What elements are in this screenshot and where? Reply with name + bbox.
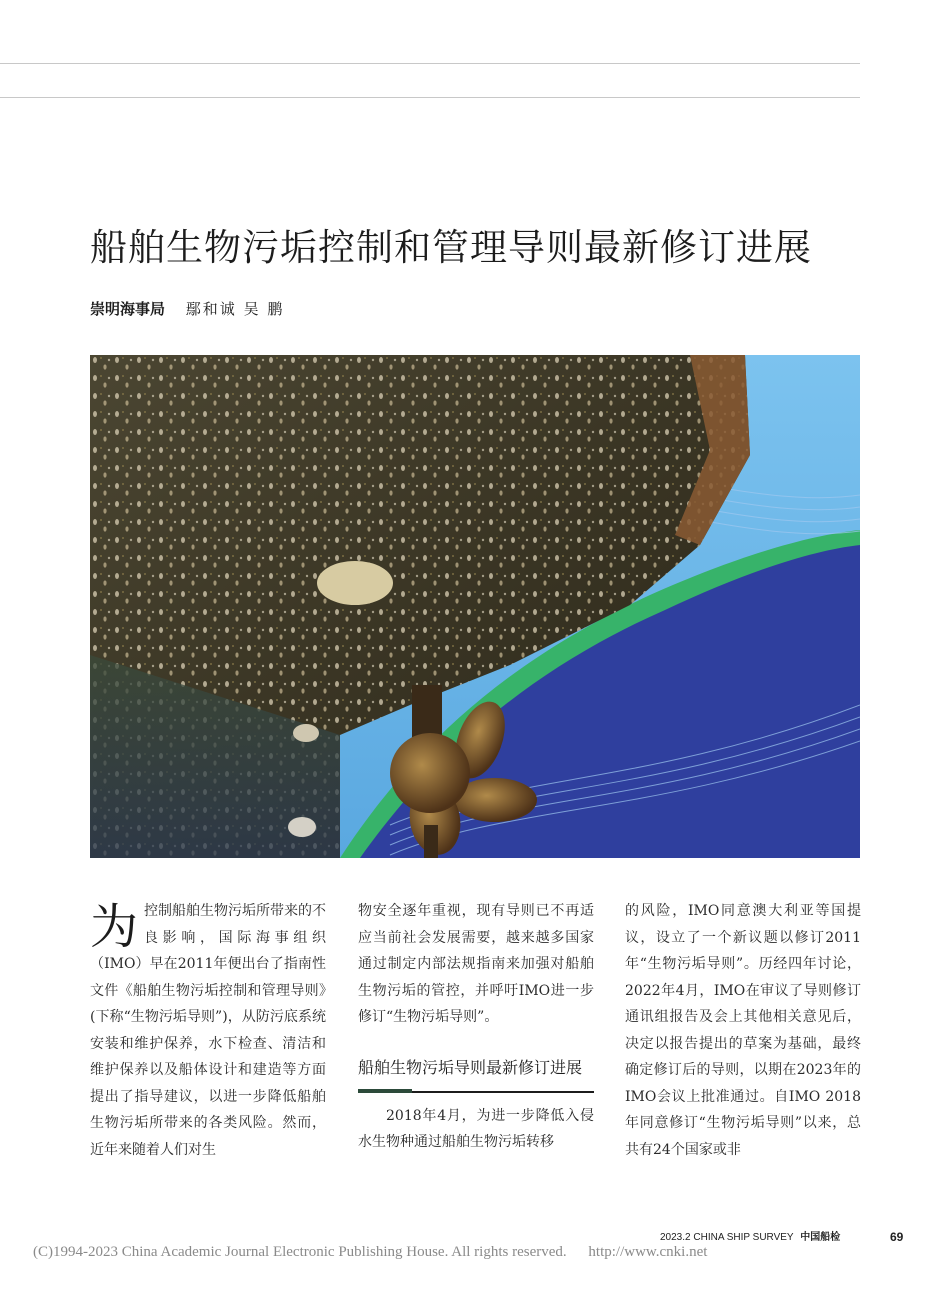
footer-journal-cn: 中国船检	[800, 1232, 841, 1243]
column-2-text-after-heading: 2018年4月，为进一步降低入侵水生物种通过船舶生物污垢转移	[358, 1107, 594, 1150]
author-names: 鄢和诚 吴 鹏	[185, 300, 285, 318]
column-1-text: 控制船舶生物污垢所带来的不良影响，国际海事组织（IMO）早在2011年便出台了指南性文件《船舶生物污垢控制和管理导则》(下称“生物污垢导则”)，从防污底系统安装和维护保养，水下检查、清洁和维护保养以及船体设计和建造等方面提出了指导建议，以进一步降低船舶生物污垢所带来的各类风险。然而，近年来随着人们对生	[90, 903, 327, 1158]
footer-issue: 2023.2	[660, 1232, 691, 1243]
drop-cap: 为	[90, 899, 139, 955]
body-column-1	[90, 898, 326, 1163]
header-rule-top	[0, 63, 860, 64]
copyright-line	[33, 1243, 707, 1261]
copyright-text: (C)1994-2023 China Academic Journal Electronic Publishing House. All rights reserved.	[33, 1244, 567, 1260]
section-rule	[358, 1091, 594, 1093]
copyright-url[interactable]: http://www.cnki.net	[588, 1244, 708, 1260]
header-rule-bottom	[0, 97, 860, 98]
article-title: 船舶生物污垢控制和管理导则最新修订进展	[90, 226, 812, 269]
section-heading: 船舶生物污垢导则最新修订进展	[358, 1057, 583, 1077]
footer-journal-en: CHINA SHIP SURVEY	[693, 1232, 794, 1243]
page-number: 69	[890, 1230, 904, 1244]
column-2-text: 物安全逐年重视，现有导则已不再适应当前社会发展需要，越来越多国家通过制定内部法规指南来加强对船舶生物污垢的管控，并呼吁IMO进一步修订“生物污垢导则”。	[358, 903, 594, 1025]
body-column-2	[358, 898, 594, 1156]
body-column-3	[625, 898, 861, 1163]
author-organization: 崇明海事局	[90, 300, 166, 318]
ship-hull-propeller-photo	[90, 355, 860, 858]
column-3-text: 的风险，IMO同意澳大利亚等国提议，设立了一个新议题以修订2011年“生物污垢导则”。历经四年讨论，2022年4月，IMO在审议了导则修订通讯组报告及会上其他相关意见后，决定以报告提出的草案为基础，最终确定修订后的导则，以期在2023年的IMO会议上批准通过。自IMO 2018年同意修订“生物污垢导则”以来，总共有24个国家或非	[625, 903, 861, 1158]
author-line	[90, 298, 284, 320]
